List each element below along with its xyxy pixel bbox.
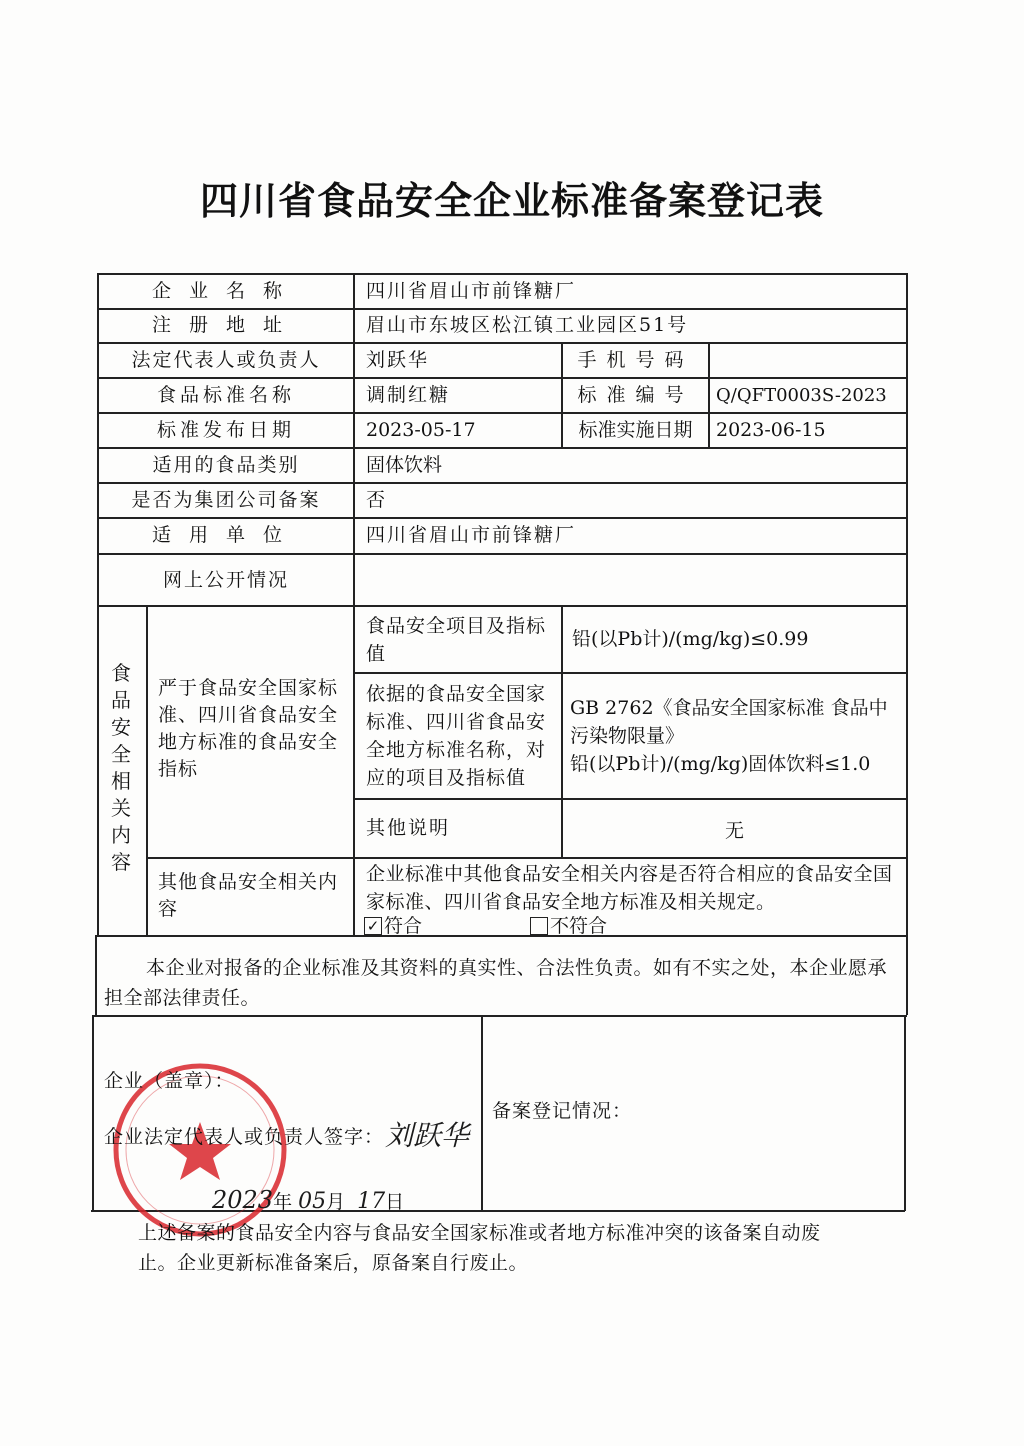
- date-month-unit: 月: [326, 1191, 346, 1213]
- safety-item-label: 食品安全项目及指标值: [366, 614, 547, 665]
- phone-value: [716, 343, 906, 377]
- standard-name-value: 调制红糖: [366, 383, 451, 406]
- address-value: 眉山市东坡区松江镇工业园区51号: [366, 314, 689, 336]
- date-year-unit: 年: [273, 1191, 293, 1213]
- company-name-value: 四川省眉山市前锋糖厂: [366, 280, 577, 302]
- other-related-text: 企业标准中其他食品安全相关内容是否符合相应的食品安全国家标准、四川省食品安全地方标准及相关规定。: [366, 863, 893, 913]
- h-line: [93, 1015, 907, 1017]
- h-line: [146, 857, 907, 859]
- v-line: [92, 1015, 94, 1211]
- comply-checkbox[interactable]: [364, 913, 484, 939]
- declaration-text: 本企业对报备的企业标准及其资料的真实性、合法性负责。如有不实之处，本企业愿承担全部法律责任。: [104, 957, 888, 1009]
- standard-number-value: Q/QFT0003S-2023: [716, 384, 887, 406]
- standard-name-label: 食品标准名称: [156, 383, 295, 406]
- safety-section-label: 食品安全相关内容: [111, 661, 131, 874]
- date-month: 05: [298, 1189, 327, 1214]
- signer-label: 企业法定代表人或负责人签字：: [104, 1125, 385, 1148]
- release-date-value: 2023-05-17: [366, 418, 476, 441]
- sign-date: [212, 1182, 404, 1214]
- v-line: [708, 342, 710, 447]
- v-line: [904, 1015, 906, 1211]
- date-day: 17: [357, 1189, 386, 1214]
- basis-standard-value: [570, 676, 902, 796]
- not-comply-label: 不符合: [550, 914, 608, 937]
- standard-number-label: 标准编号: [577, 383, 694, 406]
- legal-rep-value: 刘跃华: [366, 348, 430, 371]
- other-related-label: 其他食品安全相关内容: [158, 871, 339, 920]
- v-line: [353, 273, 355, 935]
- footnote: 上述备案的食品安全内容与食品安全国家标准或者地方标准冲突的该备案自动废止。企业更新标准备案后，原备案自行废止。: [138, 1222, 821, 1274]
- company-name-label: 企业名称: [151, 280, 300, 302]
- not-comply-checkbox[interactable]: [530, 913, 670, 939]
- date-day-unit: 日: [385, 1191, 405, 1213]
- h-line: [95, 935, 907, 937]
- group-filing-label: 是否为集团公司备案: [131, 488, 321, 511]
- comply-label: 符合: [384, 914, 423, 937]
- checkbox-checked[interactable]: ✓: [364, 917, 382, 935]
- stricter-indicators-label: 严于食品安全国家标准、四川省食品安全地方标准的食品安全指标: [158, 677, 339, 780]
- implementation-date-value: 2023-06-15: [716, 418, 826, 441]
- date-year: 2023: [212, 1186, 274, 1214]
- other-notes-label: 其他说明: [366, 816, 451, 839]
- basis-standard-name: GB 2762《食品安全国家标准 食品中污染物限量》: [570, 697, 888, 747]
- v-line: [906, 273, 908, 935]
- v-line: [481, 1015, 483, 1211]
- food-category-value: 固体饮料: [366, 453, 443, 476]
- v-line: [906, 935, 908, 1015]
- checkbox-unchecked[interactable]: [530, 917, 548, 935]
- release-date-label: 标准发布日期: [156, 418, 295, 441]
- group-filing-value: 否: [366, 488, 386, 511]
- other-notes-value: 无: [724, 819, 744, 842]
- signer-handwriting: 刘跃华: [385, 1119, 470, 1152]
- v-line: [146, 605, 148, 935]
- seal-label: 企业（盖章）：: [104, 1069, 235, 1092]
- online-disclosure-value: [366, 555, 906, 605]
- phone-label: 手机号码: [577, 348, 694, 371]
- filing-status-label: 备案登记情况：: [492, 1099, 633, 1122]
- legal-rep-label: 法定代表人或负责人: [131, 348, 321, 371]
- implementation-date-label: 标准实施日期: [578, 418, 693, 441]
- safety-item-value: 铅(以Pb计)/(mg/kg)≤0.99: [572, 628, 809, 650]
- basis-standard-label: 依据的食品安全国家标准、四川省食品安全地方标准名称，对应的项目及指标值: [366, 683, 547, 789]
- address-label: 注册地址: [151, 314, 300, 336]
- basis-standard-limit: 铅(以Pb计)/(mg/kg)固体饮料≤1.0: [570, 753, 871, 775]
- v-line: [95, 935, 97, 1015]
- online-disclosure-label: 网上公开情况: [162, 568, 289, 591]
- applicable-unit-label: 适用单位: [151, 524, 300, 546]
- form-title: 四川省食品安全企业标准备案登记表: [199, 179, 824, 223]
- applicable-unit-value: 四川省眉山市前锋糖厂: [366, 524, 577, 546]
- food-category-label: 适用的食品类别: [152, 453, 300, 476]
